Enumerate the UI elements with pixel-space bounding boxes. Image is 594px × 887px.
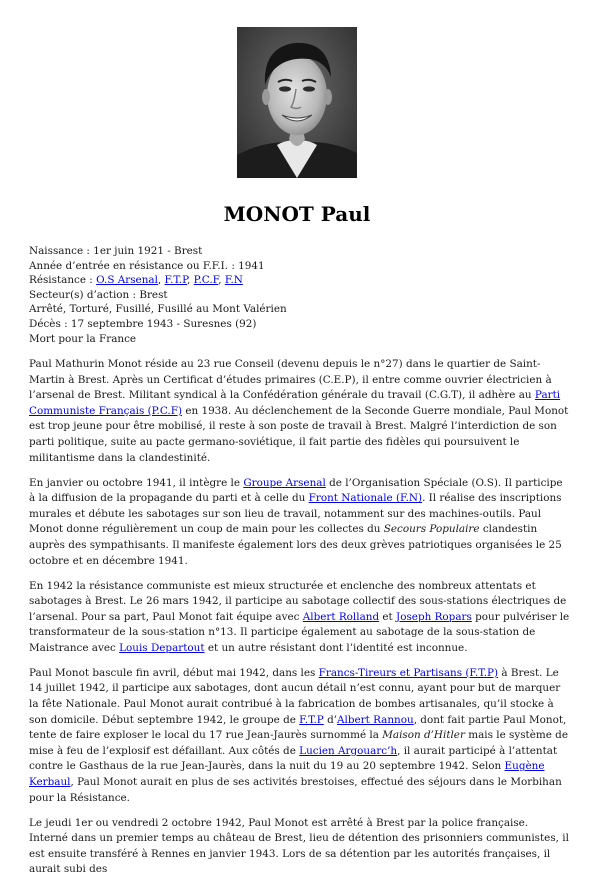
paragraph-text: d’ xyxy=(323,713,338,726)
link-francs-tireurs[interactable]: Francs-Tireurs et Partisans (F.T.P) xyxy=(318,666,499,679)
paragraph-text: En 1942 la résistance communiste est mieux structurée et enclenche des nombreux attentats et sabotages à Brest. Le 26 mars 1942, il participe au sabotage collectif des sous-stations électriques de l’arsenal. Pour sa part, Paul Monot fait équipe avec xyxy=(29,579,567,623)
paragraph-text: à Brest. Le 14 juillet 1942, il participe aux sabotages, dont aucun détail n’est connu, ayant pour but de marquer la fête Nationale. Paul Monot aurait contribué à la fabrication de bombes artisanales, qu’il stocke à son domicile. Début septembre 1942, le groupe de xyxy=(29,666,561,726)
link-ftp-group[interactable]: F.T.P xyxy=(299,713,324,726)
link-groupe-arsenal[interactable]: Groupe Arsenal xyxy=(243,476,326,489)
paragraph-text: , Paul Monot aurait en plus de ses activités brestoises, effectué des séjours dans le Morbihan pour la Résistance. xyxy=(29,776,562,804)
page-title: MONOT Paul xyxy=(223,202,371,226)
paragraph-text: mais le système de mise à feu de l’explosif est défaillant. Aux côtés de xyxy=(29,729,568,757)
death-info: Décès : 17 septembre 1943 - Suresnes (92) xyxy=(29,317,257,330)
paragraph-text: , il aurait participé à l’attentat contre le Gasthaus de la rue Jean-Jaurès, dans la nuit du 19 au 20 septembre 1942. Selon xyxy=(29,744,558,773)
link-pcf-full[interactable]: Parti Communiste Français (P.C.F) xyxy=(29,389,561,417)
paragraph-text: et xyxy=(379,610,397,623)
paragraph-text: En janvier ou octobre 1941, il intègre le xyxy=(29,476,244,489)
link-joseph-ropars[interactable]: Joseph Ropars xyxy=(396,610,472,623)
paragraph-text: , dont fait partie Paul Monot, tente de faire exploser le local du 17 rue Jean-Jaurès surnommé la xyxy=(29,713,567,742)
resistance-label: Résistance : xyxy=(29,274,97,287)
portrait-photo xyxy=(237,27,357,178)
paragraph-4 xyxy=(29,666,570,806)
paragraph-text: clandestin auprès des sympathisants. Il manifeste également lors des deux grèves patriotiques organisées le 25 octobre et en décembre 1941. xyxy=(29,523,562,567)
paragraph-text: en 1938. Au déclenchement de la Seconde Guerre mondiale, Paul Monot est trop jeune pour être mobilisé, il reste à son poste de travail à Brest. Malgré l’interdiction de son parti politique, suite au pacte germano-soviétique, il fait partie des fidèles qui poursuivent le militantisme dans la clandestinité. xyxy=(29,404,569,464)
link-eugene-kerbaul[interactable]: Eugène Kerbaul xyxy=(29,760,545,789)
italic-text: Secours Populaire xyxy=(383,523,480,536)
italic-text: Maison d’Hitler xyxy=(382,729,465,742)
paragraph-text: Paul Monot bascule fin avril, début mai 1942, dans les xyxy=(29,666,319,679)
entry-year-info: Année d’entrée en résistance ou F.F.I. : 1941 xyxy=(29,259,265,272)
paragraph-text: et un autre résistant dont l’identité est inconnue. xyxy=(204,641,468,654)
paragraph-text: Paul Mathurin Monot réside au 23 rue Conseil (devenu depuis le n°27) dans le quartier de Saint-Martin à Brest. Après un Certificat d’études primaires (C.E.P), il entre comme ouvrier électricien à l’arsenal de Brest. Militant syndical à la Confédération générale du travail (C.G.T), il adhère au xyxy=(29,358,552,402)
mention-info: Mort pour la France xyxy=(29,332,137,345)
link-lucien-argouarch[interactable]: Lucien Argouarc’h xyxy=(299,744,398,757)
paragraph-text: Le jeudi 1er ou vendredi 2 octobre 1942, Paul Monot est arrêté à Brest par la police française. Interné dans un premier temps au château de Brest, lieu de détention des prisonniers communistes, il est ensuite transféré à Rennes en janvier 1943. Lors de sa détention par les autorités françaises, il aurait subi des xyxy=(29,816,569,876)
link-louis-departout[interactable]: Louis Departout xyxy=(119,641,205,654)
link-pcf[interactable]: P.C.F xyxy=(193,274,219,287)
resistance-info: Résistance : O.S Arsenal, F.T.P, P.C.F, F.N xyxy=(29,274,243,287)
link-ftp[interactable]: F.T.P xyxy=(164,274,187,287)
birth-info: Naissance : 1er juin 1921 - Brest xyxy=(29,245,203,257)
paragraph-text: pour pulvériser le transformateur de la sous-station n°13. Il participe également au sabotage de la sous-station de Maistrance avec xyxy=(29,610,570,654)
link-albert-rolland[interactable]: Albert Rolland xyxy=(302,610,380,623)
paragraph-5 xyxy=(29,816,570,878)
sector-info: Secteur(s) d’action : Brest xyxy=(29,288,168,301)
paragraph-2 xyxy=(29,476,570,570)
article-body xyxy=(29,357,570,887)
paragraph-text: . Il réalise des inscriptions murales et débute les sabotages sur son lieu de travail, notamment sur des machines-outils. Paul Monot donne régulièrement un coup de main pour les collectes du xyxy=(29,492,562,536)
paragraph-3 xyxy=(29,579,570,657)
arrest-info: Arrêté, Torturé, Fusillé, Fusillé au Mont Valérien xyxy=(29,303,287,316)
paragraph-text: de l’Organisation Spéciale (O.S). Il participe à la diffusion de la propagande du parti et à celle du xyxy=(29,476,563,505)
biography-facts xyxy=(29,244,569,346)
link-fn[interactable]: F.N xyxy=(224,274,243,287)
link-os-arsenal[interactable]: O.S Arsenal xyxy=(96,274,158,287)
link-front-nationale[interactable]: Front Nationale (F.N) xyxy=(308,492,423,505)
link-albert-rannou[interactable]: Albert Rannou xyxy=(337,713,414,726)
paragraph-1 xyxy=(29,357,570,466)
